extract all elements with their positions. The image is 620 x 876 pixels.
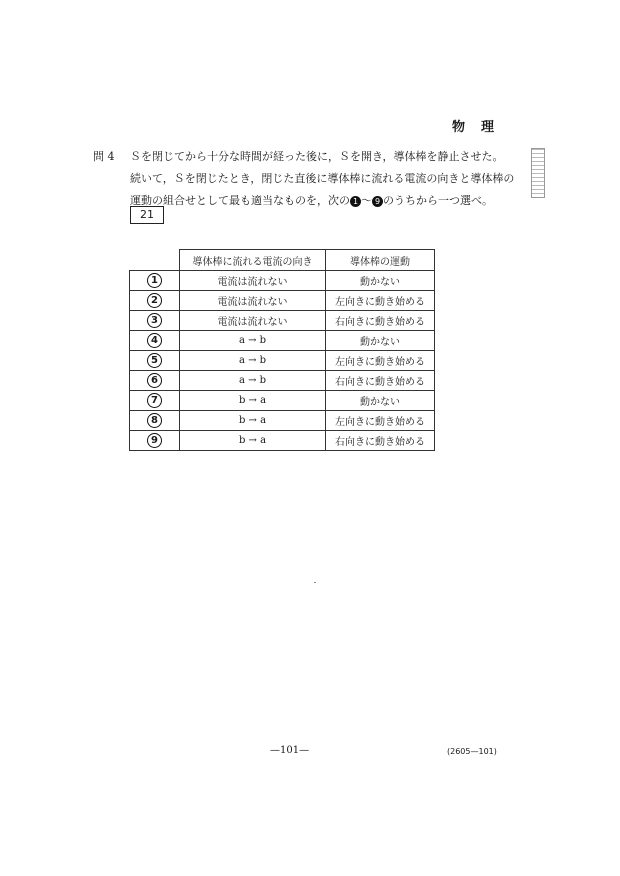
choice-number-marker: 7 <box>147 393 162 408</box>
choice-motion-cell: 右向きに動き始める <box>326 311 435 331</box>
choice-motion-cell: 右向きに動き始める <box>326 431 435 451</box>
choice-current-cell: 電流は流れない <box>180 311 326 331</box>
choice-number-cell <box>130 271 180 291</box>
choice-number-cell <box>130 331 180 351</box>
table-row <box>130 331 435 351</box>
question-label: 問 4 <box>93 150 115 163</box>
choice-number-marker: 5 <box>147 353 162 368</box>
table-header-row <box>130 250 435 271</box>
range-end-marker: 9 <box>372 196 383 207</box>
table-row <box>130 371 435 391</box>
choice-current-cell: b → a <box>180 391 326 411</box>
range-separator: ～ <box>361 194 372 207</box>
choice-motion-cell: 左向きに動き始める <box>326 411 435 431</box>
side-margin-strip <box>531 148 545 198</box>
choice-number-cell <box>130 411 180 431</box>
header-current-direction: 導体棒に流れる電流の向き <box>180 250 326 271</box>
choice-number-marker: 3 <box>147 313 162 328</box>
choice-current-cell: b → a <box>180 411 326 431</box>
table-row <box>130 271 435 291</box>
choice-current-cell: a → b <box>180 351 326 371</box>
choice-current-cell: 電流は流れない <box>180 271 326 291</box>
range-start-marker: 1 <box>350 196 361 207</box>
choice-number-marker: 9 <box>147 433 162 448</box>
question-text-line-1: Ｓを閉じてから十分な時間が経った後に，Ｓを開き，導体棒を静止させた。 <box>130 150 504 163</box>
choice-motion-cell: 動かない <box>326 271 435 291</box>
choice-number-cell <box>130 431 180 451</box>
table-row <box>130 311 435 331</box>
subject-title: 物理 <box>452 120 511 135</box>
choice-motion-cell: 動かない <box>326 391 435 411</box>
choice-number-marker: 2 <box>147 293 162 308</box>
header-rod-motion: 導体棒の運動 <box>326 250 435 271</box>
table-row <box>130 291 435 311</box>
table-row <box>130 351 435 371</box>
choice-current-cell: 電流は流れない <box>180 291 326 311</box>
page-code: (2605—101) <box>447 747 497 756</box>
choice-motion-cell: 左向きに動き始める <box>326 351 435 371</box>
choice-motion-cell: 左向きに動き始める <box>326 291 435 311</box>
choice-number-marker: 6 <box>147 373 162 388</box>
choice-number-marker: 4 <box>147 333 162 348</box>
choice-number-cell <box>130 391 180 411</box>
question-text-line-3-pre: 運動の組合せとして最も適当なものを，次の <box>130 194 350 207</box>
choice-number-cell <box>130 371 180 391</box>
choice-current-cell: a → b <box>180 331 326 351</box>
choice-motion-cell: 動かない <box>326 331 435 351</box>
choice-current-cell: a → b <box>180 371 326 391</box>
answer-number-box: 21 <box>130 206 164 224</box>
table-row <box>130 431 435 451</box>
choice-number-cell <box>130 351 180 371</box>
page-dot <box>314 582 316 583</box>
choice-number-marker: 1 <box>147 273 162 288</box>
table-row <box>130 391 435 411</box>
choice-number-cell <box>130 291 180 311</box>
table-row <box>130 411 435 431</box>
choice-number-marker: 8 <box>147 413 162 428</box>
question-text-line-2: 続いて，Ｓを閉じたとき，閉じた直後に導体棒に流れる電流の向きと導体棒の <box>130 172 515 185</box>
choice-number-cell <box>130 311 180 331</box>
choices-table <box>129 249 435 451</box>
choice-motion-cell: 右向きに動き始める <box>326 371 435 391</box>
question-text-line-3 <box>130 192 493 208</box>
header-blank-cell <box>130 250 180 271</box>
page-number: —101— <box>270 745 310 756</box>
choice-current-cell: b → a <box>180 431 326 451</box>
question-text-line-3-post: のうちから一つ選べ。 <box>383 194 493 207</box>
